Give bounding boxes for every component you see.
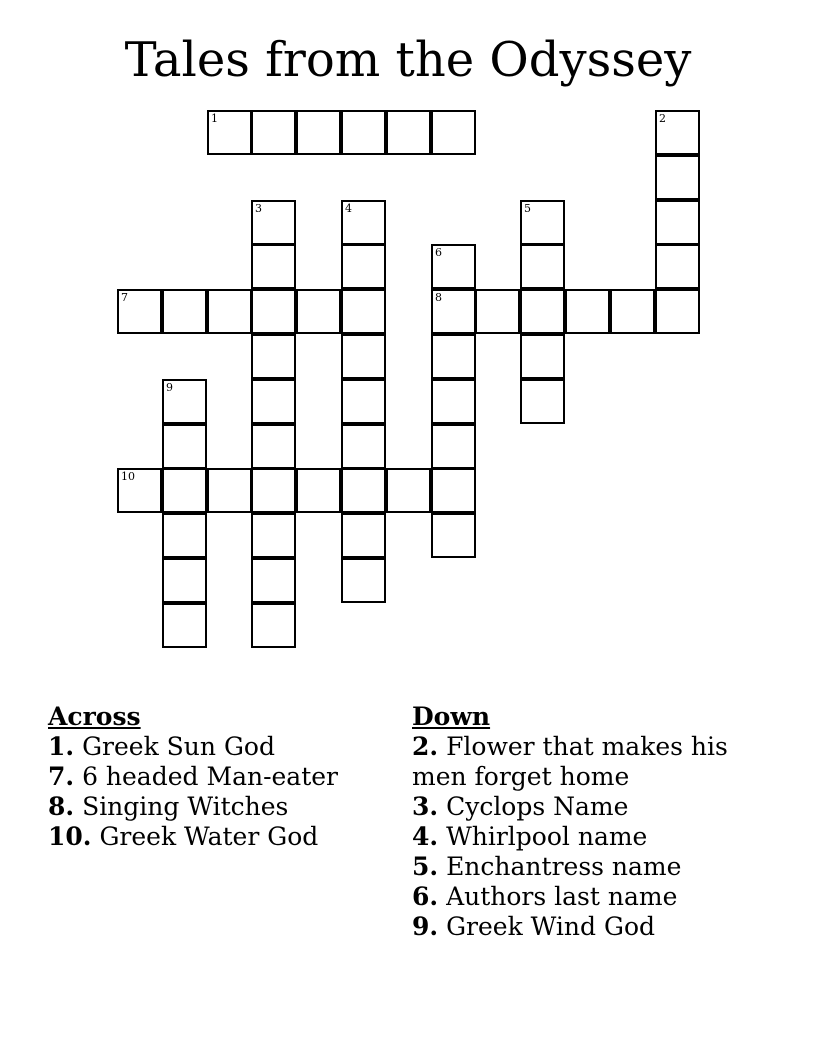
crossword-cell[interactable] xyxy=(520,200,565,245)
crossword-cell[interactable] xyxy=(162,558,207,603)
clue-number: 3. xyxy=(412,792,439,821)
clue-number-label: 7 xyxy=(121,291,128,304)
crossword-cell[interactable] xyxy=(386,468,431,513)
crossword-cell[interactable] xyxy=(296,468,341,513)
clue-text: Flower that makes his men forget home xyxy=(412,732,728,791)
clue-down-9 xyxy=(412,912,742,942)
crossword-cell[interactable] xyxy=(162,468,207,513)
crossword-cell[interactable] xyxy=(251,379,296,424)
crossword-cell[interactable] xyxy=(655,289,700,334)
crossword-cell[interactable] xyxy=(162,603,207,648)
clue-number-label: 2 xyxy=(659,112,666,125)
clue-number-label: 1 xyxy=(211,112,218,125)
crossword-cell[interactable] xyxy=(162,379,207,424)
crossword-cell[interactable] xyxy=(341,244,386,289)
clue-number: 8. xyxy=(48,792,75,821)
crossword-cell[interactable] xyxy=(341,424,386,469)
page-title: Tales from the Odyssey xyxy=(124,32,692,88)
crossword-cell[interactable] xyxy=(655,200,700,245)
clue-across-10 xyxy=(48,822,378,852)
clue-down-5 xyxy=(412,852,742,882)
crossword-cell[interactable] xyxy=(386,110,431,155)
crossword-cell[interactable] xyxy=(475,289,520,334)
clue-text: 6 headed Man-eater xyxy=(82,762,339,791)
crossword-cell[interactable] xyxy=(251,424,296,469)
crossword-cell[interactable] xyxy=(431,244,476,289)
clue-number: 6. xyxy=(412,882,439,911)
crossword-cell[interactable] xyxy=(655,244,700,289)
clue-down-2 xyxy=(412,732,742,792)
clue-number-label: 6 xyxy=(435,246,442,259)
crossword-cell[interactable] xyxy=(341,334,386,379)
crossword-cell[interactable] xyxy=(251,334,296,379)
crossword-cell[interactable] xyxy=(251,513,296,558)
crossword-cell[interactable] xyxy=(341,200,386,245)
crossword-cell[interactable] xyxy=(251,468,296,513)
clue-number: 2. xyxy=(412,732,439,761)
crossword-cell[interactable] xyxy=(296,110,341,155)
crossword-cell[interactable] xyxy=(341,110,386,155)
crossword-cell[interactable] xyxy=(117,468,162,513)
crossword-cell[interactable] xyxy=(251,289,296,334)
crossword-cell[interactable] xyxy=(162,424,207,469)
clue-number: 9. xyxy=(412,912,439,941)
crossword-cell[interactable] xyxy=(431,379,476,424)
clue-number-label: 5 xyxy=(524,202,531,215)
clue-across-1 xyxy=(48,732,378,762)
across-heading: Across xyxy=(48,702,141,731)
clue-text: Greek Sun God xyxy=(82,732,275,761)
clue-number: 5. xyxy=(412,852,439,881)
clue-number: 1. xyxy=(48,732,75,761)
crossword-cell[interactable] xyxy=(251,244,296,289)
crossword-cell[interactable] xyxy=(296,289,341,334)
clue-across-7 xyxy=(48,762,378,792)
clue-down-6 xyxy=(412,882,742,912)
clue-number-label: 10 xyxy=(121,470,135,483)
clue-number: 10. xyxy=(48,822,92,851)
clue-number: 7. xyxy=(48,762,75,791)
clue-number-label: 4 xyxy=(345,202,352,215)
clue-text: Cyclops Name xyxy=(446,792,629,821)
clue-down-4 xyxy=(412,822,742,852)
clue-across-8 xyxy=(48,792,378,822)
crossword-cell[interactable] xyxy=(655,155,700,200)
crossword-cell[interactable] xyxy=(251,603,296,648)
crossword-cell[interactable] xyxy=(520,244,565,289)
crossword-cell[interactable] xyxy=(431,513,476,558)
clue-text: Greek Wind God xyxy=(446,912,655,941)
crossword-cell[interactable] xyxy=(251,200,296,245)
clue-text: Greek Water God xyxy=(99,822,319,851)
clue-number: 4. xyxy=(412,822,439,851)
clue-text: Whirlpool name xyxy=(446,822,648,851)
crossword-cell[interactable] xyxy=(207,289,252,334)
clue-text: Enchantress name xyxy=(446,852,682,881)
crossword-cell[interactable] xyxy=(520,334,565,379)
crossword-cell[interactable] xyxy=(565,289,610,334)
down-clues xyxy=(412,702,742,942)
crossword-cell[interactable] xyxy=(655,110,700,155)
crossword-cell[interactable] xyxy=(431,289,476,334)
down-heading: Down xyxy=(412,702,491,731)
crossword-cell[interactable] xyxy=(117,289,162,334)
clue-number-label: 8 xyxy=(435,291,442,304)
crossword-cell[interactable] xyxy=(610,289,655,334)
clue-down-3 xyxy=(412,792,742,822)
crossword-cell[interactable] xyxy=(520,379,565,424)
across-clues xyxy=(48,702,378,852)
crossword-cell[interactable] xyxy=(207,110,252,155)
crossword-cell[interactable] xyxy=(431,468,476,513)
clue-text: Authors last name xyxy=(446,882,678,911)
crossword-cell[interactable] xyxy=(431,110,476,155)
crossword-cell[interactable] xyxy=(431,334,476,379)
crossword-cell[interactable] xyxy=(251,558,296,603)
crossword-cell[interactable] xyxy=(341,558,386,603)
crossword-cell[interactable] xyxy=(251,110,296,155)
crossword-cell[interactable] xyxy=(207,468,252,513)
crossword-cell[interactable] xyxy=(162,513,207,558)
crossword-cell[interactable] xyxy=(431,424,476,469)
clue-text: Singing Witches xyxy=(82,792,289,821)
crossword-cell[interactable] xyxy=(162,289,207,334)
clue-number-label: 9 xyxy=(166,381,173,394)
clue-number-label: 3 xyxy=(255,202,262,215)
crossword-cell[interactable] xyxy=(341,468,386,513)
crossword-cell[interactable] xyxy=(341,289,386,334)
crossword-cell[interactable] xyxy=(520,289,565,334)
crossword-cell[interactable] xyxy=(341,379,386,424)
crossword-cell[interactable] xyxy=(341,513,386,558)
